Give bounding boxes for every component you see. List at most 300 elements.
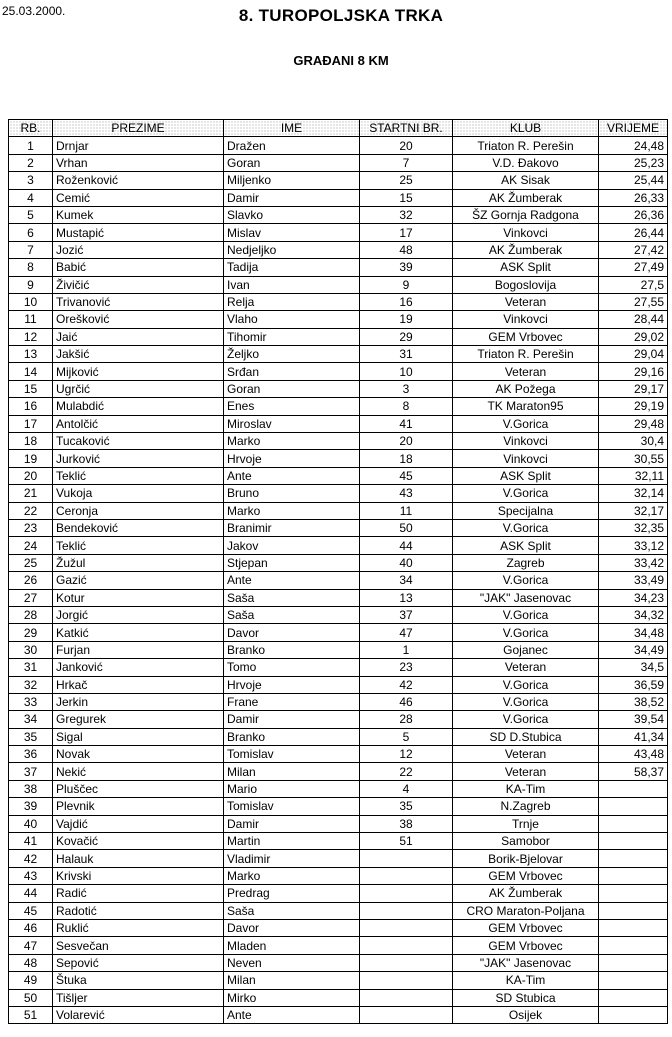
cell-prezime: Orešković (53, 311, 224, 328)
col-header-vrijeme: VRIJEME (599, 120, 668, 137)
cell-rb: 40 (9, 815, 53, 832)
cell-prezime: Ruklić (53, 919, 224, 936)
table-row (9, 902, 668, 919)
table-row (9, 798, 668, 815)
cell-vrijeme: 29,19 (599, 398, 668, 415)
cell-rb: 32 (9, 676, 53, 693)
cell-rb: 18 (9, 433, 53, 450)
col-header-rb: RB. (9, 120, 53, 137)
cell-klub: GEM Vrbovec (453, 328, 599, 345)
cell-startni-br: 42 (360, 676, 453, 693)
cell-ime: Dražen (224, 137, 360, 154)
cell-startni-br: 18 (360, 450, 453, 467)
cell-klub: Trnje (453, 815, 599, 832)
cell-klub: Veteran (453, 746, 599, 763)
table-row (9, 746, 668, 763)
cell-startni-br: 10 (360, 363, 453, 380)
table-row (9, 954, 668, 971)
table-row (9, 241, 668, 258)
table-row (9, 554, 668, 571)
cell-rb: 46 (9, 919, 53, 936)
table-row (9, 189, 668, 206)
cell-rb: 7 (9, 241, 53, 258)
cell-klub: GEM Vrbovec (453, 919, 599, 936)
cell-rb: 48 (9, 954, 53, 971)
cell-startni-br (360, 867, 453, 884)
cell-startni-br: 13 (360, 589, 453, 606)
document-subtitle: GRAĐANI 8 KM (293, 53, 389, 68)
cell-vrijeme: 29,16 (599, 363, 668, 380)
cell-startni-br (360, 972, 453, 989)
cell-prezime: Tucaković (53, 433, 224, 450)
cell-klub: CRO Maraton-Poljana (453, 902, 599, 919)
cell-rb: 38 (9, 780, 53, 797)
cell-vrijeme: 41,34 (599, 728, 668, 745)
cell-vrijeme: 34,23 (599, 589, 668, 606)
cell-ime: Milan (224, 972, 360, 989)
cell-rb: 36 (9, 746, 53, 763)
table-row (9, 346, 668, 363)
cell-klub: GEM Vrbovec (453, 937, 599, 954)
cell-ime: Stjepan (224, 554, 360, 571)
cell-rb: 34 (9, 711, 53, 728)
cell-startni-br: 8 (360, 398, 453, 415)
cell-prezime: Mulabdić (53, 398, 224, 415)
cell-ime: Relja (224, 293, 360, 310)
cell-rb: 30 (9, 641, 53, 658)
cell-startni-br (360, 1006, 453, 1023)
cell-rb: 31 (9, 659, 53, 676)
cell-vrijeme (599, 885, 668, 902)
cell-rb: 27 (9, 589, 53, 606)
cell-ime: Damir (224, 711, 360, 728)
cell-rb: 3 (9, 172, 53, 189)
cell-prezime: Drnjar (53, 137, 224, 154)
cell-startni-br: 34 (360, 572, 453, 589)
cell-rb: 22 (9, 502, 53, 519)
cell-ime: Mario (224, 780, 360, 797)
cell-startni-br: 32 (360, 206, 453, 223)
cell-rb: 29 (9, 624, 53, 641)
cell-ime: Branko (224, 641, 360, 658)
cell-ime: Marko (224, 867, 360, 884)
cell-ime: Ante (224, 572, 360, 589)
table-row (9, 398, 668, 415)
cell-prezime: Roženković (53, 172, 224, 189)
cell-prezime: Jozić (53, 241, 224, 258)
table-row (9, 328, 668, 345)
cell-rb: 6 (9, 224, 53, 241)
cell-rb: 19 (9, 450, 53, 467)
cell-klub: GEM Vrbovec (453, 867, 599, 884)
cell-ime: Željko (224, 346, 360, 363)
cell-ime: Goran (224, 380, 360, 397)
cell-ime: Mladen (224, 937, 360, 954)
cell-klub: Specijalna (453, 502, 599, 519)
cell-prezime: Živičić (53, 276, 224, 293)
cell-prezime: Mijković (53, 363, 224, 380)
cell-startni-br (360, 937, 453, 954)
cell-prezime: Sepović (53, 954, 224, 971)
cell-prezime: Furjan (53, 641, 224, 658)
cell-vrijeme: 34,48 (599, 624, 668, 641)
table-row (9, 259, 668, 276)
cell-prezime: Teklić (53, 537, 224, 554)
cell-startni-br: 48 (360, 241, 453, 258)
table-row (9, 885, 668, 902)
cell-ime: Ante (224, 467, 360, 484)
cell-startni-br: 46 (360, 693, 453, 710)
table-row (9, 972, 668, 989)
cell-vrijeme: 39,54 (599, 711, 668, 728)
cell-startni-br: 37 (360, 606, 453, 623)
cell-rb: 45 (9, 902, 53, 919)
table-row (9, 224, 668, 241)
cell-prezime: Janković (53, 659, 224, 676)
cell-startni-br: 38 (360, 815, 453, 832)
cell-prezime: Katkić (53, 624, 224, 641)
cell-klub: Triaton R. Perešin (453, 137, 599, 154)
cell-vrijeme: 27,49 (599, 259, 668, 276)
cell-klub: ASK Split (453, 467, 599, 484)
table-row (9, 850, 668, 867)
cell-startni-br: 31 (360, 346, 453, 363)
cell-vrijeme: 33,42 (599, 554, 668, 571)
table-row (9, 206, 668, 223)
table-row (9, 172, 668, 189)
cell-prezime: Sigal (53, 728, 224, 745)
cell-ime: Mislav (224, 224, 360, 241)
cell-prezime: Vrhan (53, 154, 224, 171)
cell-klub: Gojanec (453, 641, 599, 658)
cell-vrijeme: 29,48 (599, 415, 668, 432)
table-row (9, 833, 668, 850)
table-row (9, 937, 668, 954)
cell-prezime: Nekić (53, 763, 224, 780)
cell-klub: V.Gorica (453, 711, 599, 728)
table-row (9, 276, 668, 293)
table-row (9, 763, 668, 780)
cell-startni-br: 22 (360, 763, 453, 780)
cell-klub: V.D. Đakovo (453, 154, 599, 171)
cell-vrijeme: 26,36 (599, 206, 668, 223)
cell-klub: KA-Tim (453, 780, 599, 797)
cell-prezime: Hrkač (53, 676, 224, 693)
cell-ime: Milan (224, 763, 360, 780)
cell-klub: Samobor (453, 833, 599, 850)
table-row (9, 380, 668, 397)
cell-vrijeme (599, 867, 668, 884)
cell-rb: 10 (9, 293, 53, 310)
table-row (9, 815, 668, 832)
cell-startni-br (360, 850, 453, 867)
cell-vrijeme: 28,44 (599, 311, 668, 328)
table-row (9, 154, 668, 171)
table-row (9, 293, 668, 310)
cell-rb: 17 (9, 415, 53, 432)
cell-rb: 43 (9, 867, 53, 884)
cell-vrijeme: 32,17 (599, 502, 668, 519)
cell-vrijeme: 34,32 (599, 606, 668, 623)
cell-startni-br: 35 (360, 798, 453, 815)
cell-vrijeme: 30,55 (599, 450, 668, 467)
cell-rb: 24 (9, 537, 53, 554)
cell-prezime: Plevnik (53, 798, 224, 815)
cell-klub: V.Gorica (453, 519, 599, 536)
cell-ime: Goran (224, 154, 360, 171)
cell-startni-br: 50 (360, 519, 453, 536)
cell-prezime: Sesvečan (53, 937, 224, 954)
cell-prezime: Babić (53, 259, 224, 276)
cell-ime: Tihomir (224, 328, 360, 345)
cell-ime: Vladimir (224, 850, 360, 867)
table-row (9, 728, 668, 745)
cell-prezime: Ceronja (53, 502, 224, 519)
cell-ime: Bruno (224, 485, 360, 502)
table-row (9, 676, 668, 693)
cell-vrijeme: 43,48 (599, 746, 668, 763)
cell-ime: Miljenko (224, 172, 360, 189)
cell-rb: 9 (9, 276, 53, 293)
cell-ime: Saša (224, 606, 360, 623)
col-header-prezime: PREZIME (53, 120, 224, 137)
cell-klub: ASK Split (453, 537, 599, 554)
cell-vrijeme: 32,14 (599, 485, 668, 502)
cell-prezime: Bendeković (53, 519, 224, 536)
cell-prezime: Halauk (53, 850, 224, 867)
cell-vrijeme: 24,48 (599, 137, 668, 154)
cell-vrijeme: 36,59 (599, 676, 668, 693)
cell-ime: Vlaho (224, 311, 360, 328)
cell-prezime: Gazić (53, 572, 224, 589)
cell-startni-br: 19 (360, 311, 453, 328)
table-row (9, 519, 668, 536)
cell-startni-br: 20 (360, 433, 453, 450)
cell-startni-br: 12 (360, 746, 453, 763)
table-row (9, 467, 668, 484)
cell-rb: 15 (9, 380, 53, 397)
cell-klub: Veteran (453, 363, 599, 380)
cell-vrijeme: 33,12 (599, 537, 668, 554)
cell-vrijeme: 38,52 (599, 693, 668, 710)
cell-prezime: Novak (53, 746, 224, 763)
cell-ime: Tomo (224, 659, 360, 676)
cell-startni-br: 3 (360, 380, 453, 397)
cell-prezime: Jakšić (53, 346, 224, 363)
cell-klub: Veteran (453, 763, 599, 780)
cell-klub: SD D.Stubica (453, 728, 599, 745)
cell-prezime: Vukoja (53, 485, 224, 502)
cell-startni-br: 16 (360, 293, 453, 310)
cell-ime: Jakov (224, 537, 360, 554)
cell-startni-br: 25 (360, 172, 453, 189)
cell-prezime: Ugrčić (53, 380, 224, 397)
cell-prezime: Jerkin (53, 693, 224, 710)
cell-rb: 13 (9, 346, 53, 363)
cell-rb: 26 (9, 572, 53, 589)
cell-startni-br (360, 919, 453, 936)
cell-startni-br: 9 (360, 276, 453, 293)
cell-vrijeme (599, 954, 668, 971)
table-row (9, 502, 668, 519)
cell-rb: 16 (9, 398, 53, 415)
cell-rb: 21 (9, 485, 53, 502)
cell-prezime: Cemić (53, 189, 224, 206)
table-row (9, 606, 668, 623)
table-row (9, 537, 668, 554)
cell-ime: Davor (224, 624, 360, 641)
cell-vrijeme: 29,02 (599, 328, 668, 345)
cell-startni-br: 40 (360, 554, 453, 571)
cell-prezime: Jaić (53, 328, 224, 345)
cell-vrijeme: 34,49 (599, 641, 668, 658)
cell-prezime: Gregurek (53, 711, 224, 728)
cell-rb: 20 (9, 467, 53, 484)
results-body (9, 137, 668, 1024)
table-row (9, 919, 668, 936)
cell-vrijeme: 30,4 (599, 433, 668, 450)
cell-startni-br: 5 (360, 728, 453, 745)
cell-vrijeme (599, 902, 668, 919)
cell-prezime: Radotić (53, 902, 224, 919)
cell-vrijeme (599, 1006, 668, 1023)
cell-ime: Hrvoje (224, 676, 360, 693)
table-header-row (9, 120, 668, 137)
cell-ime: Damir (224, 189, 360, 206)
cell-ime: Damir (224, 815, 360, 832)
cell-klub: AK Žumberak (453, 241, 599, 258)
cell-vrijeme (599, 780, 668, 797)
cell-vrijeme: 58,37 (599, 763, 668, 780)
table-row (9, 989, 668, 1006)
cell-ime: Frane (224, 693, 360, 710)
cell-vrijeme: 29,04 (599, 346, 668, 363)
cell-vrijeme (599, 798, 668, 815)
cell-ime: Ivan (224, 276, 360, 293)
cell-prezime: Volarević (53, 1006, 224, 1023)
cell-startni-br: 4 (360, 780, 453, 797)
cell-ime: Marko (224, 502, 360, 519)
cell-rb: 8 (9, 259, 53, 276)
cell-vrijeme (599, 989, 668, 1006)
table-row (9, 450, 668, 467)
cell-ime: Neven (224, 954, 360, 971)
table-row (9, 485, 668, 502)
cell-klub: V.Gorica (453, 572, 599, 589)
cell-prezime: Tišljer (53, 989, 224, 1006)
cell-startni-br: 43 (360, 485, 453, 502)
cell-klub: AK Sisak (453, 172, 599, 189)
cell-klub: ŠZ Gornja Radgona (453, 206, 599, 223)
cell-klub: N.Zagreb (453, 798, 599, 815)
cell-prezime: Kotur (53, 589, 224, 606)
cell-ime: Srđan (224, 363, 360, 380)
cell-klub: Vinkovci (453, 433, 599, 450)
cell-vrijeme: 32,35 (599, 519, 668, 536)
cell-ime: Davor (224, 919, 360, 936)
cell-ime: Saša (224, 589, 360, 606)
cell-klub: SD Stubica (453, 989, 599, 1006)
cell-ime: Miroslav (224, 415, 360, 432)
cell-ime: Marko (224, 433, 360, 450)
cell-ime: Branko (224, 728, 360, 745)
cell-rb: 49 (9, 972, 53, 989)
cell-klub: Vinkovci (453, 450, 599, 467)
cell-klub: Vinkovci (453, 224, 599, 241)
cell-ime: Ante (224, 1006, 360, 1023)
cell-rb: 42 (9, 850, 53, 867)
cell-vrijeme (599, 850, 668, 867)
cell-ime: Branimir (224, 519, 360, 536)
cell-klub: Veteran (453, 659, 599, 676)
cell-klub: V.Gorica (453, 606, 599, 623)
cell-startni-br: 47 (360, 624, 453, 641)
cell-vrijeme (599, 937, 668, 954)
cell-vrijeme: 25,44 (599, 172, 668, 189)
document-title: 8. TUROPOLJSKA TRKA (238, 6, 444, 25)
table-row (9, 1006, 668, 1023)
cell-klub: V.Gorica (453, 676, 599, 693)
cell-klub: Osijek (453, 1006, 599, 1023)
table-row (9, 311, 668, 328)
cell-klub: V.Gorica (453, 415, 599, 432)
cell-ime: Martin (224, 833, 360, 850)
cell-rb: 25 (9, 554, 53, 571)
table-row (9, 572, 668, 589)
cell-rb: 28 (9, 606, 53, 623)
cell-klub: V.Gorica (453, 693, 599, 710)
cell-startni-br: 28 (360, 711, 453, 728)
cell-rb: 41 (9, 833, 53, 850)
cell-rb: 51 (9, 1006, 53, 1023)
cell-startni-br: 44 (360, 537, 453, 554)
cell-klub: "JAK" Jasenovac (453, 954, 599, 971)
cell-klub: Bogoslovija (453, 276, 599, 293)
cell-startni-br: 23 (360, 659, 453, 676)
cell-prezime: Kovačić (53, 833, 224, 850)
cell-startni-br: 41 (360, 415, 453, 432)
cell-startni-br: 1 (360, 641, 453, 658)
cell-vrijeme (599, 815, 668, 832)
cell-klub: Triaton R. Perešin (453, 346, 599, 363)
cell-rb: 39 (9, 798, 53, 815)
cell-ime: Saša (224, 902, 360, 919)
col-header-startni-br: STARTNI BR. (360, 120, 453, 137)
cell-rb: 14 (9, 363, 53, 380)
cell-rb: 50 (9, 989, 53, 1006)
cell-ime: Nedjeljko (224, 241, 360, 258)
cell-startni-br: 51 (360, 833, 453, 850)
cell-prezime: Kumek (53, 206, 224, 223)
cell-vrijeme: 32,11 (599, 467, 668, 484)
cell-ime: Predrag (224, 885, 360, 902)
table-row (9, 589, 668, 606)
cell-rb: 35 (9, 728, 53, 745)
cell-prezime: Trivanović (53, 293, 224, 310)
cell-startni-br: 15 (360, 189, 453, 206)
cell-prezime: Krivski (53, 867, 224, 884)
cell-startni-br: 20 (360, 137, 453, 154)
cell-prezime: Jorgić (53, 606, 224, 623)
cell-startni-br: 11 (360, 502, 453, 519)
cell-klub: Borik-Bjelovar (453, 850, 599, 867)
cell-vrijeme (599, 972, 668, 989)
cell-vrijeme (599, 833, 668, 850)
cell-rb: 47 (9, 937, 53, 954)
cell-klub: KA-Tim (453, 972, 599, 989)
table-row (9, 624, 668, 641)
cell-ime: Tadija (224, 259, 360, 276)
